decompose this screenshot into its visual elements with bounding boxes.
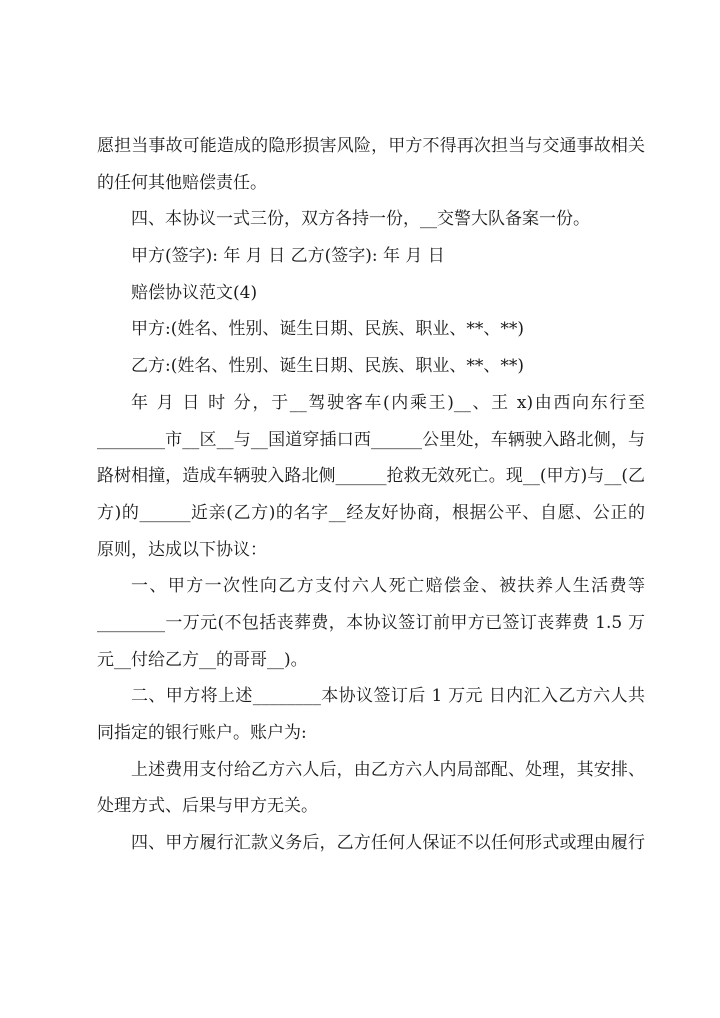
section-title: 赔偿协议范文(4) xyxy=(131,282,258,303)
text-line: 元__付给乙方__的哥哥__)。 xyxy=(97,649,308,670)
text-line: 四、本协议一式三份，双方各持一份，__交警大队备案一份。 xyxy=(131,209,590,230)
text-line: 的任何其他赔偿责任。 xyxy=(97,172,267,193)
text-line: 甲方(签字): 年 月 日 乙方(签字): 年 月 日 xyxy=(131,246,445,267)
text-line: 原则，达成以下协议： xyxy=(97,539,267,560)
party-a-line: 甲方:(姓名、性别、诞生日期、民族、职业、**、**) xyxy=(131,319,524,340)
text-line: 同指定的银行账户。账户为: xyxy=(97,723,307,743)
text-line: 处理方式、后果与甲方无关。 xyxy=(97,796,318,817)
party-b-line: 乙方:(姓名、性别、诞生日期、民族、职业、**、**) xyxy=(131,356,524,377)
text-line: 路树相撞，造成车辆驶入路北侧______抢救无效死亡。现__(甲方)与__(乙 xyxy=(97,466,645,487)
text-line: 四、甲方履行汇款义务后，乙方任何人保证不以任何形式或理由履行 xyxy=(131,833,645,854)
text-line: 年 月 日 时 分，于__驾驶客车(内乘王)__、王 x)由西向东行至 xyxy=(131,392,645,413)
text-line: 一、甲方一次性向乙方支付六人死亡赔偿金、被扶养人生活费等 xyxy=(131,576,645,597)
text-line: ________一万元(不包括丧葬费，本协议签订前甲方已签订丧葬费 1.5 万 xyxy=(97,612,645,633)
text-line: 愿担当事故可能造成的隐形损害风险，甲方不得再次担当与交通事故相关 xyxy=(97,136,645,156)
text-line: ________市__区__与__国道穿插口西______公里处，车辆驶入路北侧，与 xyxy=(97,429,645,450)
document-body xyxy=(97,128,645,862)
text-line: 方)的______近亲(乙方)的名字__经友好协商，根据公平、自愿、公正的 xyxy=(97,502,645,523)
text-line: 上述费用支付给乙方六人后，由乙方六人内局部配、处理，其安排、 xyxy=(131,759,645,780)
text-line: 二、甲方将上述________本协议签订后 1 万元 日内汇入乙方六人共 xyxy=(131,686,645,707)
